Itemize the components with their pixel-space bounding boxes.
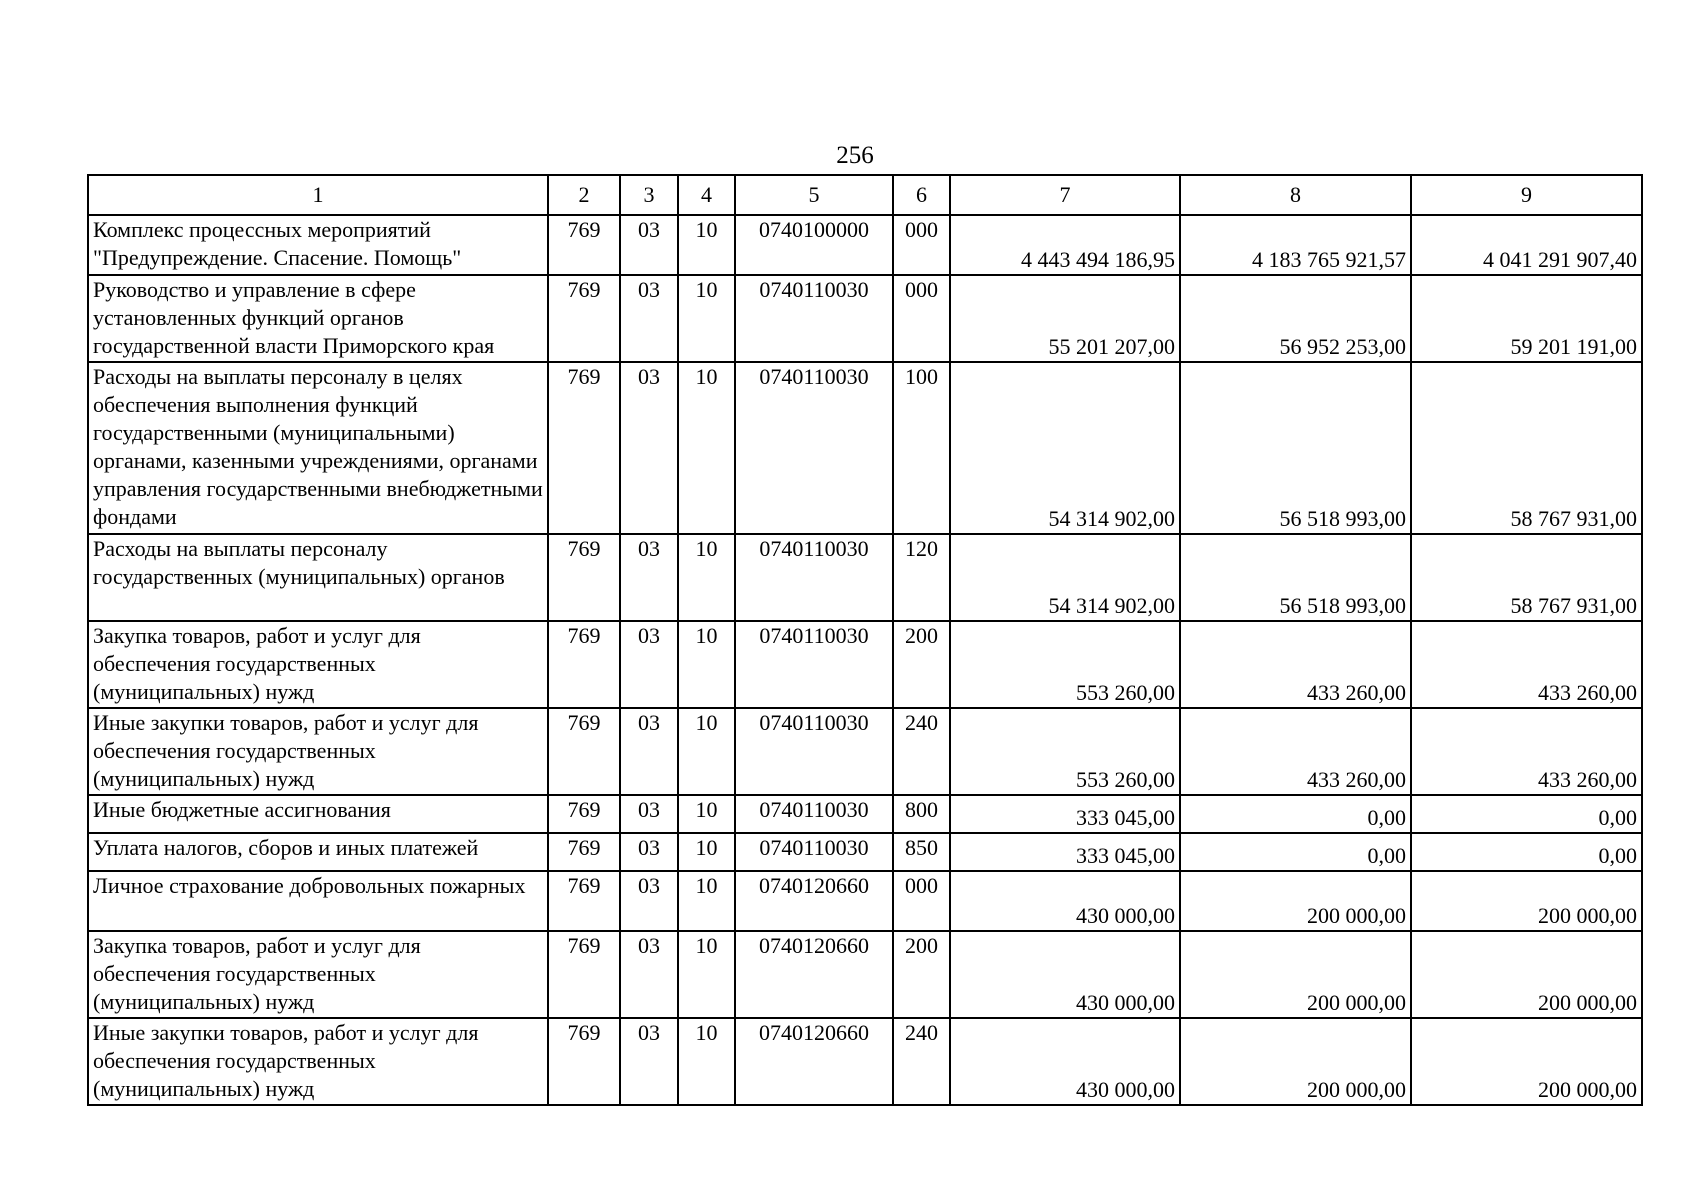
cell-ministry-code: 769 <box>548 833 620 871</box>
cell-amount-8: 56 518 993,00 <box>1180 362 1411 534</box>
cell-ministry-code: 769 <box>548 215 620 275</box>
cell-section-code: 03 <box>620 1018 678 1105</box>
cell-expense-type-code: 240 <box>893 1018 950 1105</box>
cell-expense-type-code: 200 <box>893 931 950 1018</box>
row-name: Расходы на выплаты персоналу в целях обеспечения выполнения функций государственными (муниципальными) органами, казенными учреждениями, органами управления государственными внебюджетными фондами <box>88 362 548 534</box>
cell-expense-type-code: 850 <box>893 833 950 871</box>
row-name: Личное страхование добровольных пожарных <box>88 871 548 931</box>
cell-expense-type-code: 000 <box>893 871 950 931</box>
cell-ministry-code: 769 <box>548 871 620 931</box>
budget-table <box>87 174 1643 1106</box>
column-header: 9 <box>1411 175 1642 215</box>
cell-amount-8: 56 952 253,00 <box>1180 275 1411 362</box>
cell-section-code: 03 <box>620 275 678 362</box>
cell-amount-9: 433 260,00 <box>1411 708 1642 795</box>
cell-ministry-code: 769 <box>548 931 620 1018</box>
cell-amount-9: 200 000,00 <box>1411 871 1642 931</box>
cell-subsection-code: 10 <box>678 534 735 621</box>
cell-section-code: 03 <box>620 362 678 534</box>
cell-target-code: 0740110030 <box>735 833 893 871</box>
cell-ministry-code: 769 <box>548 275 620 362</box>
column-header: 1 <box>88 175 548 215</box>
table-row <box>88 215 1642 275</box>
cell-ministry-code: 769 <box>548 708 620 795</box>
cell-target-code: 0740100000 <box>735 215 893 275</box>
cell-ministry-code: 769 <box>548 1018 620 1105</box>
cell-amount-7: 55 201 207,00 <box>950 275 1180 362</box>
cell-amount-7: 333 045,00 <box>950 795 1180 833</box>
cell-target-code: 0740110030 <box>735 795 893 833</box>
cell-amount-9: 200 000,00 <box>1411 931 1642 1018</box>
cell-ministry-code: 769 <box>548 621 620 708</box>
cell-section-code: 03 <box>620 795 678 833</box>
cell-section-code: 03 <box>620 871 678 931</box>
cell-subsection-code: 10 <box>678 275 735 362</box>
cell-amount-7: 430 000,00 <box>950 931 1180 1018</box>
cell-subsection-code: 10 <box>678 931 735 1018</box>
cell-amount-9: 59 201 191,00 <box>1411 275 1642 362</box>
cell-amount-8: 200 000,00 <box>1180 931 1411 1018</box>
cell-amount-9: 433 260,00 <box>1411 621 1642 708</box>
row-name: Иные закупки товаров, работ и услуг для обеспечения государственных (муниципальных) нужд <box>88 1018 548 1105</box>
cell-target-code: 0740110030 <box>735 621 893 708</box>
column-header: 4 <box>678 175 735 215</box>
table-row <box>88 795 1642 833</box>
cell-expense-type-code: 000 <box>893 275 950 362</box>
cell-section-code: 03 <box>620 931 678 1018</box>
cell-subsection-code: 10 <box>678 871 735 931</box>
column-header: 5 <box>735 175 893 215</box>
cell-section-code: 03 <box>620 833 678 871</box>
table-row <box>88 1018 1642 1105</box>
cell-target-code: 0740110030 <box>735 534 893 621</box>
row-name: Расходы на выплаты персоналу государственных (муниципальных) органов <box>88 534 548 621</box>
cell-amount-8: 433 260,00 <box>1180 621 1411 708</box>
row-name: Иные бюджетные ассигнования <box>88 795 548 833</box>
cell-amount-7: 333 045,00 <box>950 833 1180 871</box>
cell-subsection-code: 10 <box>678 833 735 871</box>
table-row <box>88 275 1642 362</box>
column-header: 8 <box>1180 175 1411 215</box>
cell-section-code: 03 <box>620 621 678 708</box>
cell-ministry-code: 769 <box>548 795 620 833</box>
cell-amount-9: 0,00 <box>1411 833 1642 871</box>
row-name: Комплекс процессных мероприятий "Предупреждение. Спасение. Помощь" <box>88 215 548 275</box>
cell-section-code: 03 <box>620 708 678 795</box>
page-number: 256 <box>836 142 874 169</box>
cell-section-code: 03 <box>620 215 678 275</box>
cell-expense-type-code: 200 <box>893 621 950 708</box>
cell-amount-7: 430 000,00 <box>950 1018 1180 1105</box>
cell-target-code: 0740120660 <box>735 871 893 931</box>
cell-expense-type-code: 120 <box>893 534 950 621</box>
cell-amount-7: 54 314 902,00 <box>950 362 1180 534</box>
cell-amount-7: 430 000,00 <box>950 871 1180 931</box>
cell-amount-7: 54 314 902,00 <box>950 534 1180 621</box>
cell-subsection-code: 10 <box>678 708 735 795</box>
cell-amount-9: 200 000,00 <box>1411 1018 1642 1105</box>
cell-amount-8: 0,00 <box>1180 833 1411 871</box>
cell-amount-7: 553 260,00 <box>950 708 1180 795</box>
cell-amount-8: 4 183 765 921,57 <box>1180 215 1411 275</box>
cell-target-code: 0740120660 <box>735 931 893 1018</box>
cell-amount-8: 0,00 <box>1180 795 1411 833</box>
cell-expense-type-code: 000 <box>893 215 950 275</box>
row-name: Закупка товаров, работ и услуг для обеспечения государственных (муниципальных) нужд <box>88 621 548 708</box>
cell-amount-9: 0,00 <box>1411 795 1642 833</box>
cell-amount-8: 200 000,00 <box>1180 1018 1411 1105</box>
column-header: 7 <box>950 175 1180 215</box>
cell-target-code: 0740110030 <box>735 362 893 534</box>
cell-target-code: 0740110030 <box>735 708 893 795</box>
cell-subsection-code: 10 <box>678 621 735 708</box>
column-header: 6 <box>893 175 950 215</box>
cell-ministry-code: 769 <box>548 534 620 621</box>
row-name: Закупка товаров, работ и услуг для обеспечения государственных (муниципальных) нужд <box>88 931 548 1018</box>
cell-expense-type-code: 240 <box>893 708 950 795</box>
cell-section-code: 03 <box>620 534 678 621</box>
table-row <box>88 362 1642 534</box>
cell-expense-type-code: 800 <box>893 795 950 833</box>
column-header: 2 <box>548 175 620 215</box>
cell-ministry-code: 769 <box>548 362 620 534</box>
row-name: Уплата налогов, сборов и иных платежей <box>88 833 548 871</box>
cell-target-code: 0740120660 <box>735 1018 893 1105</box>
cell-amount-7: 4 443 494 186,95 <box>950 215 1180 275</box>
cell-subsection-code: 10 <box>678 795 735 833</box>
cell-subsection-code: 10 <box>678 215 735 275</box>
row-name: Руководство и управление в сфере установленных функций органов государственной власти Приморского края <box>88 275 548 362</box>
cell-subsection-code: 10 <box>678 362 735 534</box>
cell-subsection-code: 10 <box>678 1018 735 1105</box>
cell-amount-8: 56 518 993,00 <box>1180 534 1411 621</box>
cell-amount-7: 553 260,00 <box>950 621 1180 708</box>
cell-amount-9: 58 767 931,00 <box>1411 534 1642 621</box>
table-row <box>88 534 1642 621</box>
column-header: 3 <box>620 175 678 215</box>
table-row <box>88 833 1642 871</box>
cell-expense-type-code: 100 <box>893 362 950 534</box>
table-row <box>88 708 1642 795</box>
row-name: Иные закупки товаров, работ и услуг для обеспечения государственных (муниципальных) нужд <box>88 708 548 795</box>
cell-amount-8: 433 260,00 <box>1180 708 1411 795</box>
cell-amount-9: 58 767 931,00 <box>1411 362 1642 534</box>
cell-amount-8: 200 000,00 <box>1180 871 1411 931</box>
cell-amount-9: 4 041 291 907,40 <box>1411 215 1642 275</box>
table-row <box>88 621 1642 708</box>
header-row <box>88 175 1642 215</box>
cell-target-code: 0740110030 <box>735 275 893 362</box>
table-row <box>88 931 1642 1018</box>
table-row <box>88 871 1642 931</box>
